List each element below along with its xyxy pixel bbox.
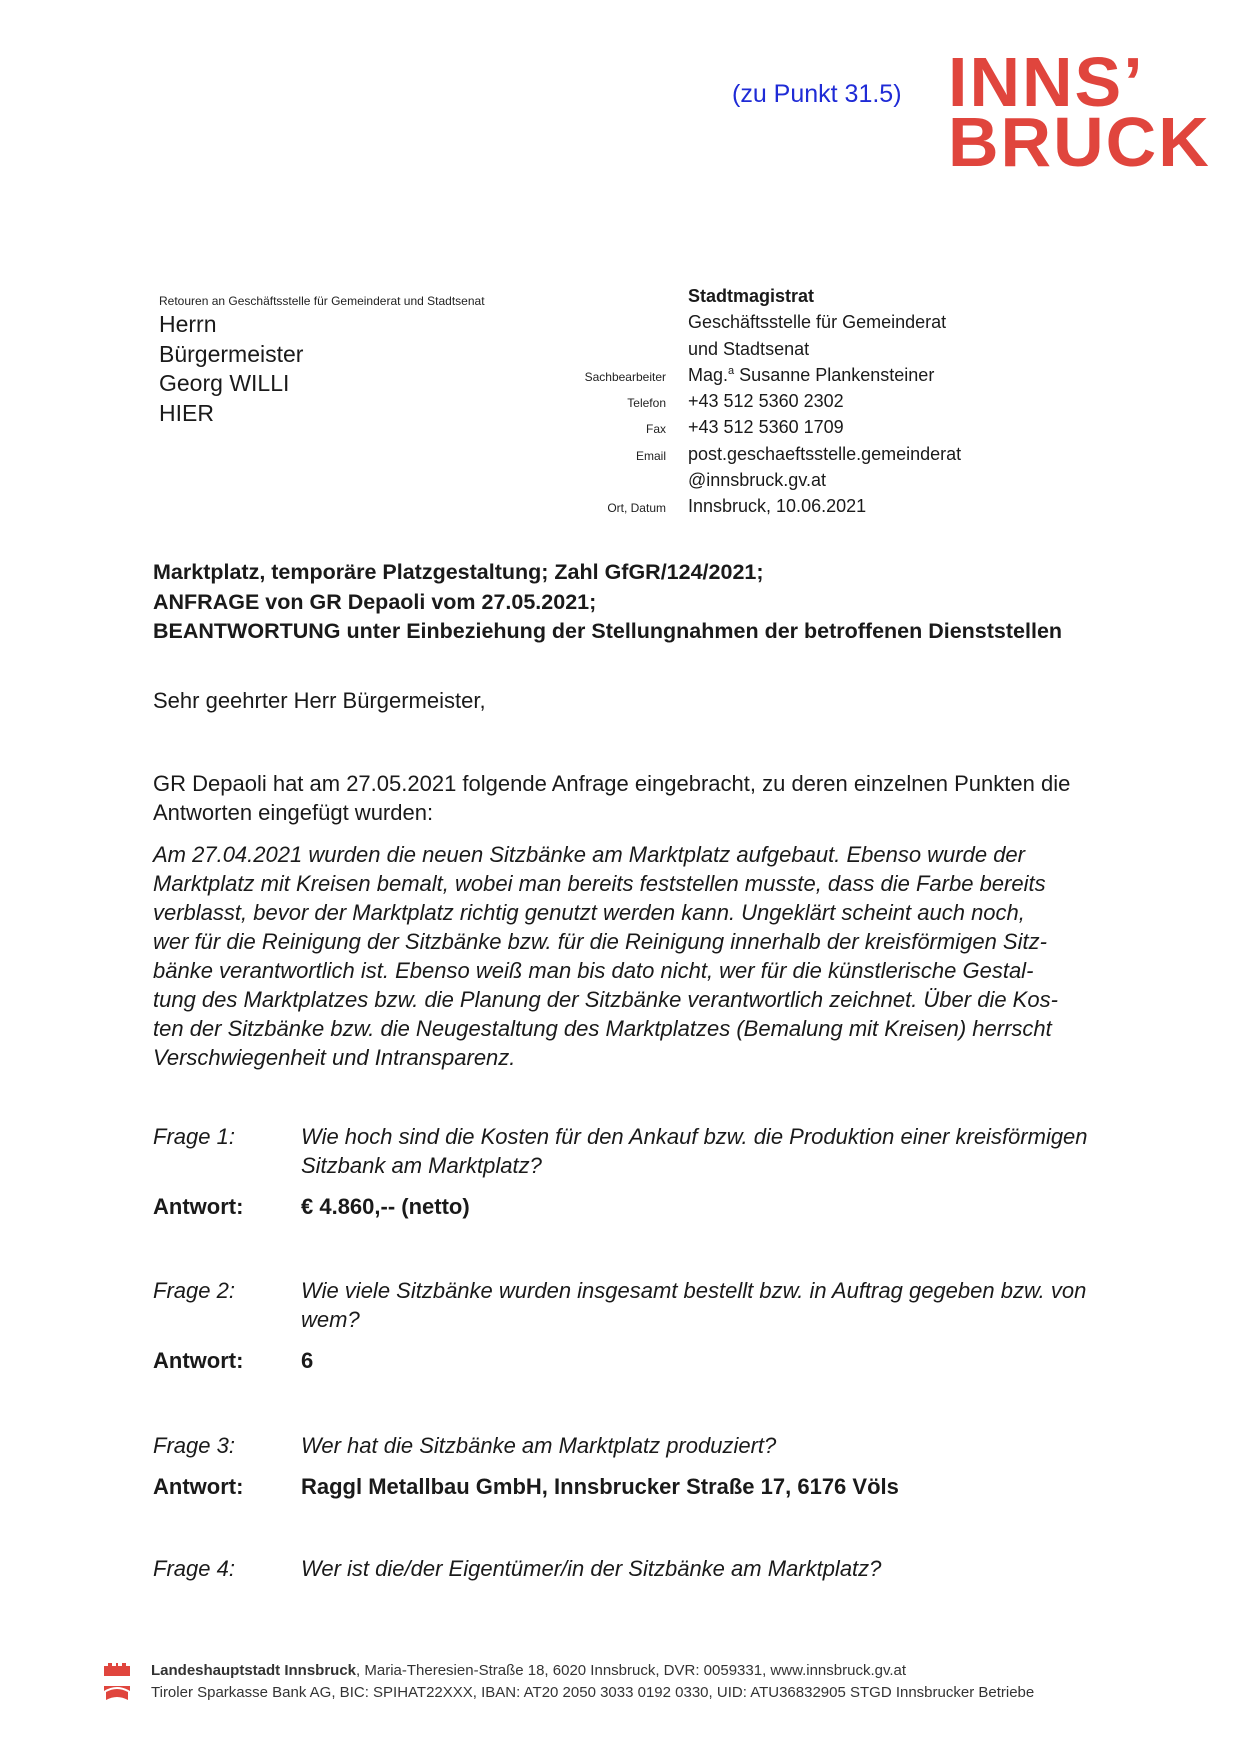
email-label: Email [635, 448, 666, 463]
footer-line-2: Tiroler Sparkasse Bank AG, BIC: SPIHAT22XXX, IBAN: AT20 2050 3033 0192 0330, UID: ATU36832905 STGD Innsbrucker Betriebe [151, 1684, 1035, 1701]
inquiry-line: bänke verantwortlich ist. Ebenso weiß man bis dato nicht, wer für die künstlerische Gestal- [153, 958, 1034, 983]
qa-item-1 [153, 1122, 1143, 1221]
sachbearbeiter-title: Mag. [688, 364, 729, 385]
question-text: Wie viele Sitzbänke wurden insgesamt bestellt bzw. in Auftrag gegeben bzw. von wem? [301, 1278, 1087, 1332]
sachbearbeiter-label: Sachbearbeiter [584, 369, 666, 384]
answer-label: Antwort: [153, 1194, 244, 1219]
footer [103, 1660, 1034, 1704]
greeting: Sehr geehrter Herr Bürgermeister, [153, 688, 486, 713]
qa-item-2 [153, 1276, 1143, 1375]
sender-dept-line-2: und Stadtsenat [688, 338, 810, 359]
question-label: Frage 1: [153, 1124, 235, 1149]
qa-item-4 [153, 1554, 1143, 1583]
inquiry-line: Am 27.04.2021 wurden die neuen Sitzbänke am Marktplatz aufgebaut. Ebenso wurde der [153, 842, 1025, 867]
ort-datum-value: Innsbruck, 10.06.2021 [688, 496, 867, 517]
sender-block [560, 286, 961, 523]
address-line: Herrn [159, 311, 217, 337]
question-label: Frage 4: [153, 1556, 235, 1581]
city-crest-icon [103, 1662, 131, 1680]
email-value-line-2: @innsbruck.gv.at [688, 470, 826, 491]
return-address: Retouren an Geschäftsstelle für Gemeinderat und Stadtsenat [159, 294, 485, 308]
telefon-value: +43 512 5360 2302 [688, 391, 844, 412]
fax-label: Fax [645, 422, 666, 437]
subject-line: ANFRAGE von GR Depaoli vom 27.05.2021; [153, 589, 597, 614]
question-label: Frage 3: [153, 1433, 235, 1458]
answer-label: Antwort: [153, 1348, 244, 1373]
inquiry-line: ten der Sitzbänke bzw. die Neugestaltung des Marktplatzes (Bemalung mit Kreisen) herrscht [153, 1016, 1052, 1041]
inquiry-text [153, 840, 1143, 1072]
inquiry-line: Marktplatz mit Kreisen bemalt, wobei man bereits feststellen musste, dass die Farbe bereits [153, 871, 1046, 896]
address-line: Georg WILLI [159, 370, 290, 396]
question-text: Wie hoch sind die Kosten für den Ankauf bzw. die Produktion einer kreisförmigen Sitzbank am Marktplatz? [301, 1124, 1088, 1178]
innsbruck-logo [948, 43, 1211, 181]
sachbearbeiter-name: Susanne Plankensteiner [739, 364, 935, 385]
question-text: Wer hat die Sitzbänke am Marktplatz produziert? [301, 1433, 777, 1458]
answer-text: 6 [301, 1348, 314, 1373]
subject-block [153, 558, 1062, 647]
telefon-label: Telefon [627, 396, 666, 411]
fax-value: +43 512 5360 1709 [688, 417, 844, 438]
qa-item-3 [153, 1431, 1143, 1501]
subject-line: Marktplatz, temporäre Platzgestaltung; Zahl GfGR/124/2021; [153, 560, 764, 584]
inquiry-line: wer für die Reinigung der Sitzbänke bzw. für die Reinigung innerhalb der kreisförmigen Sitz- [153, 929, 1047, 954]
sachbearbeiter-value [688, 365, 934, 386]
inquiry-line: Verschwiegenheit und Intransparenz. [153, 1045, 516, 1070]
inquiry-line: tung des Marktplatzes bzw. die Planung der Sitzbänke verantwortlich zeichnet. Über die Kos- [153, 987, 1058, 1012]
sender-dept-line-1: Geschäftsstelle für Gemeinderat [688, 312, 947, 333]
logo-line-1: INNS’ [948, 43, 1145, 121]
footer-line-1-bold: Landeshauptstadt Innsbruck [151, 1662, 357, 1679]
address-line: HIER [159, 399, 214, 426]
logo-line-2: BRUCK [948, 103, 1211, 181]
email-value-line-1: post.geschaeftsstelle.gemeinderat [688, 443, 962, 464]
question-text: Wer ist die/der Eigentümer/in der Sitzbänke am Marktplatz? [301, 1556, 882, 1581]
inquiry-line: verblasst, bevor der Marktplatz richtig genutzt werden kann. Ungeklärt scheint auch noch, [153, 900, 1025, 925]
answer-text: € 4.860,-- (netto) [301, 1194, 470, 1219]
city-bridge-icon [103, 1684, 131, 1702]
sachbearbeiter-title-sup: a [728, 364, 735, 377]
ort-datum-label: Ort, Datum [607, 501, 666, 516]
address-line: Bürgermeister [159, 340, 304, 367]
footer-line-1-rest: , Maria-Theresien-Straße 18, 6020 Innsbruck, DVR: 0059331, www.innsbruck.gv.at [356, 1662, 907, 1679]
sender-org: Stadtmagistrat [688, 286, 815, 306]
recipient-address [159, 310, 303, 428]
footer-line-1 [151, 1660, 906, 1682]
agenda-point-reference: (zu Punkt 31.5) [732, 80, 902, 108]
intro-paragraph: GR Depaoli hat am 27.05.2021 folgende Anfrage eingebracht, zu deren einzelnen Punkten die Antworten eingefügt wurden: [153, 771, 1071, 825]
subject-line: BEANTWORTUNG unter Einbeziehung der Stellungnahmen der betroffenen Dienststellen [153, 619, 1063, 643]
answer-label: Antwort: [153, 1474, 244, 1499]
question-label: Frage 2: [153, 1278, 235, 1303]
answer-text: Raggl Metallbau GmbH, Innsbrucker Straße 17, 6176 Völs [301, 1474, 899, 1499]
